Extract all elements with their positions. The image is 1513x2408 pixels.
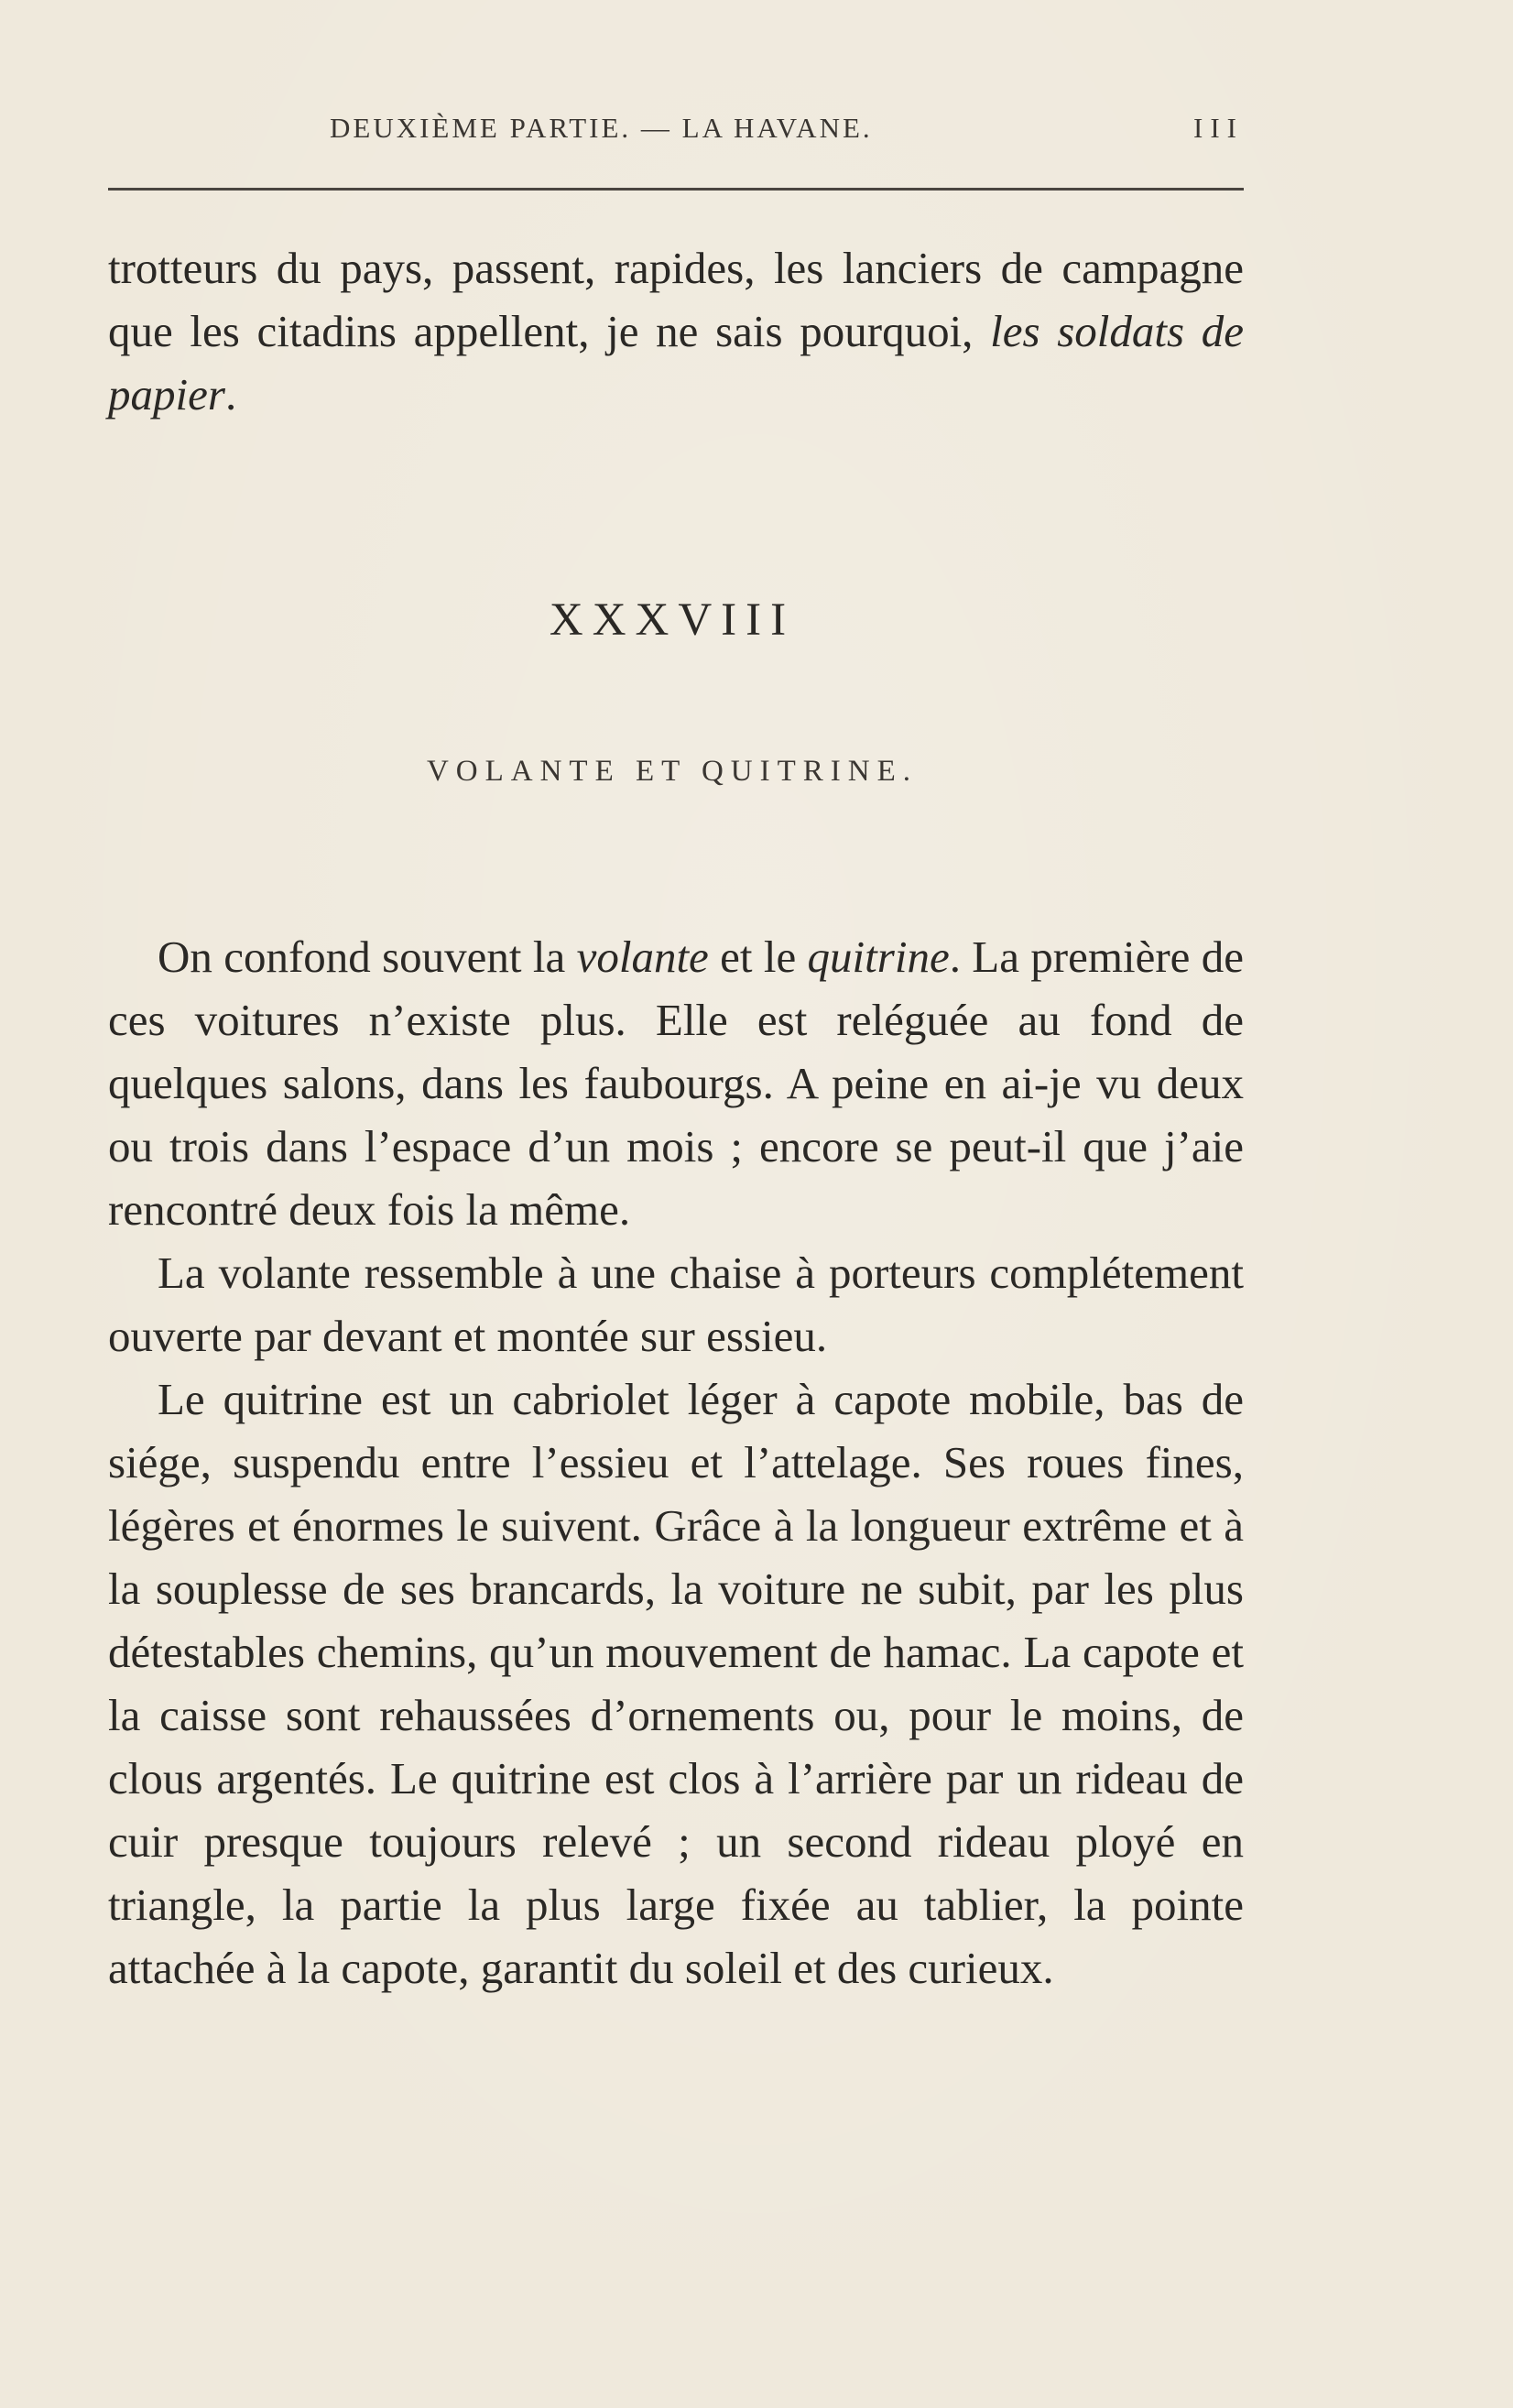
- p1-e: . La première de ces voitures n’existe plus. Elle est reléguée au fond de quelques salons, dans les faubourgs. A peine en ai-je vu deux ou trois dans l’espace d’un mois ; encore se peut-il que j’aie rencontré deux fois la même.: [108, 932, 1244, 1235]
- chapter-title: VOLANTE ET QUITRINE.: [426, 755, 919, 788]
- chapter-number: XXXVIII: [549, 594, 796, 646]
- lead-text-after: .: [224, 369, 237, 419]
- header-rule: [108, 188, 1244, 191]
- paragraph-2: La volante ressemble à une chaise à porteurs complétement ouverte par devant et montée sur essieu.: [108, 1248, 1244, 1361]
- page-number: III: [1193, 112, 1244, 144]
- p1-c: et le: [708, 932, 808, 982]
- lead-italic: les soldats de papier: [108, 306, 1245, 419]
- lead-paragraph: [108, 236, 1244, 426]
- lead-text-before: trotteurs du pays, passent, rapides, les lanciers de campagne que les citadins appellent, je ne sais pourquoi,: [108, 243, 1244, 356]
- chapter-body: [108, 925, 1244, 1999]
- p1-a: On confond souvent la: [158, 932, 577, 982]
- p1-volante: volante: [576, 932, 709, 982]
- paragraph-3: Le quitrine est un cabriolet léger à capote mobile, bas de siége, suspendu entre l’essieu et l’attelage. Ses roues fines, légères et énormes le suivent. Grâce à la longueur extrême et à la souplesse de ses brancards, la voiture ne subit, par les plus détestables chemins, qu’un mouvement de hamac. La capote et la caisse sont rehaussées d’ornements ou, pour le moins, de clous argentés. Le quitrine est clos à l’arrière par un rideau de cuir presque toujours relevé ; un second rideau ployé en triangle, la partie la plus large fixée au tablier, la pointe attachée à la capote, garantit du soleil et des curieux.: [108, 1374, 1244, 1993]
- lead-text: [108, 236, 1244, 426]
- running-title: DEUXIÈME PARTIE. — LA HAVANE.: [330, 112, 873, 144]
- p1-quitrine: quitrine: [807, 932, 950, 982]
- running-head: [108, 112, 1244, 158]
- paragraph-1: [108, 925, 1244, 1241]
